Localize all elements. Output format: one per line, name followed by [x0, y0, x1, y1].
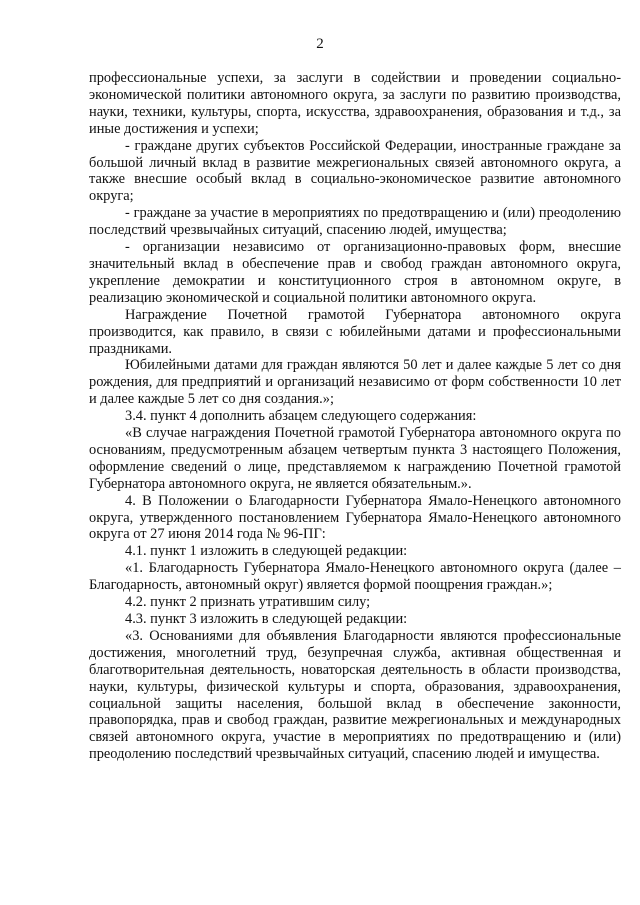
- paragraph-list-item: - граждане других субъектов Российской Федерации, иностранные граждане за большой личный вклад в развитие межрегиональных связей автономного округа, а также внесшие особый вклад в социально-экономическое развитие автономного округа;: [89, 137, 621, 205]
- paragraph: Юбилейными датами для граждан являются 50 лет и далее каждые 5 лет со дня рождения, для предприятий и организаций независимо от форм собственности 10 лет и далее каждые 5 лет со дня создания.»;: [89, 357, 621, 408]
- paragraph-continuation: профессиональные успехи, за заслуги в содействии и проведении социально-экономической политики автономного округа, за заслуги по развитию производства, науки, техники, культуры, спорта, искусства, здравоохранения, образования и т.д., за иные достижения и успехи;: [89, 70, 621, 137]
- paragraph-clause: 4.2. пункт 2 признать утратившим силу;: [125, 594, 371, 611]
- paragraph-section: 4. В Положении о Благодарности Губернатора Ямало-Ненецкого автономного округа, утвержденного постановлением Губернатора Ямало-Ненецкого автономного округа от 27 июня 2014 года № 96-ПГ:: [89, 492, 621, 543]
- paragraph-quote: «В случае награждения Почетной грамотой Губернатора автономного округа по основаниям, предусмотренным абзацем четвертым пункта 3 настоящего Положения, оформление сведений о лице, представляемом к награждению Почетной грамотой Губернатора автономного округа, не является обязательным.».: [89, 425, 621, 492]
- page-number: 2: [316, 36, 324, 52]
- paragraph-list-item: - организации независимо от организационно-правовых форм, внесшие значительный вклад в обеспечение прав и свобод граждан автономного округа, укрепление демократии и конституционного строя в автономном округе, в реализацию экономической и социальной политики автономного округа.: [89, 239, 621, 306]
- paragraph-clause: 3.4. пункт 4 дополнить абзацем следующего содержания:: [125, 408, 477, 425]
- paragraph-quote: «1. Благодарность Губернатора Ямало-Ненецкого автономного округа (далее – Благодарность, автономный округ) является формой поощрения граждан.»;: [89, 560, 621, 594]
- paragraph-clause: 4.1. пункт 1 изложить в следующей редакции:: [125, 543, 408, 560]
- paragraph: Награждение Почетной грамотой Губернатора автономного округа производится, как правило, в связи с юбилейными датами и профессиональными праздниками.: [89, 306, 621, 357]
- paragraph-quote: «3. Основаниями для объявления Благодарности являются профессиональные достижения, многолетний труд, безупречная служба, активная общественная и благотворительная деятельность, новаторская деятельность в области производства, науки, культуры, физической культуры и спорта, образования, здравоохранения, социальной защиты населения, большой вклад в обеспечение законности, правопорядка, прав и свобод граждан, развитие межрегиональных и международных связей автономного округа, участие в мероприятиях по предотвращению и (или) преодолению последствий чрезвычайных ситуаций, спасению людей и имущества.: [89, 627, 621, 763]
- paragraph-list-item: - граждане за участие в мероприятиях по предотвращению и (или) преодолению последствий чрезвычайных ситуаций, спасению людей, имущества;: [89, 205, 621, 239]
- document-body: [89, 70, 621, 763]
- paragraph-clause: 4.3. пункт 3 изложить в следующей редакции:: [125, 611, 408, 627]
